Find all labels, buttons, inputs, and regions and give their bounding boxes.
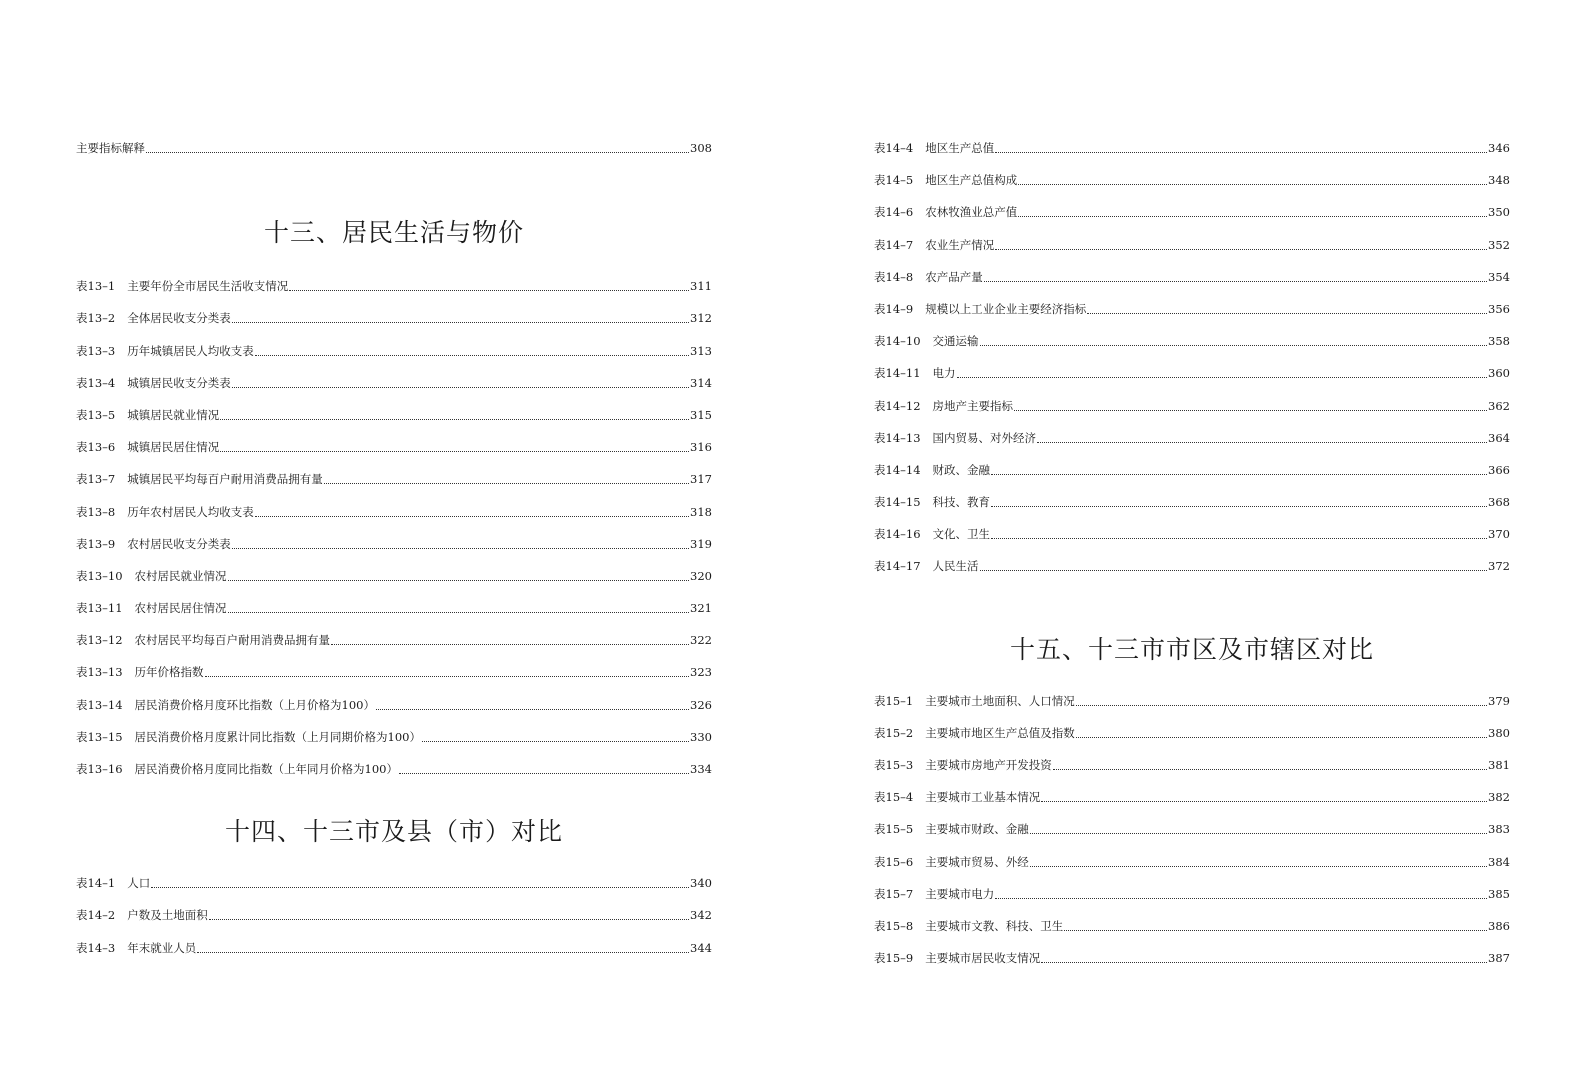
entry-title: 文化、卫生 [932, 527, 991, 542]
entry-code: 表14–10 [874, 334, 921, 349]
entry-page: 386 [1488, 918, 1510, 933]
leader-dots [232, 310, 689, 323]
toc-entry[interactable] [76, 504, 712, 536]
leader-dots [1053, 757, 1487, 770]
entry-title: 户数及土地面积 [127, 908, 208, 923]
entry-page: 342 [690, 908, 712, 923]
left-page [76, 140, 712, 972]
entry-code: 表15–8 [874, 918, 914, 933]
entry-page: 379 [1488, 693, 1510, 708]
entry-page: 308 [690, 141, 712, 155]
section-heading-13: 十三、居民生活与物价 [263, 218, 524, 248]
leader-dots [957, 365, 1488, 378]
section-13-list [76, 278, 712, 793]
entry-code: 表14–7 [874, 237, 914, 252]
entry-code: 表15–5 [874, 822, 914, 837]
entry-page: 366 [1488, 462, 1510, 477]
leader-dots [1041, 789, 1487, 802]
entry-page: 380 [1488, 725, 1510, 740]
entry-code: 表13–3 [76, 343, 116, 358]
entry-page: 312 [690, 311, 712, 326]
entry-code: 表15–4 [874, 790, 914, 805]
leader-dots [289, 278, 689, 291]
toc-entry[interactable] [874, 757, 1510, 789]
leader-dots [1030, 821, 1487, 834]
entry-page: 323 [690, 665, 712, 680]
leader-dots [1041, 950, 1487, 963]
leader-dots [324, 471, 689, 484]
entry-page: 352 [1488, 237, 1510, 252]
entry-title: 农林牧渔业总产值 [925, 205, 1018, 220]
entry-code: 表14–15 [874, 495, 921, 510]
entry-page: 360 [1488, 366, 1510, 381]
toc-entry[interactable] [874, 204, 1510, 236]
leader-dots [205, 664, 690, 677]
toc-entry[interactable] [76, 664, 712, 696]
entry-code: 表13–7 [76, 472, 116, 487]
leader-dots [255, 504, 689, 517]
section-14-list [76, 875, 712, 972]
spacer [874, 665, 1510, 693]
entry-title: 主要城市电力 [925, 886, 995, 901]
spacer [76, 248, 712, 278]
leader-dots [1037, 430, 1487, 443]
entry-page: 350 [1488, 205, 1510, 220]
entry-code: 表14–14 [874, 462, 921, 477]
entry-page: 348 [1488, 173, 1510, 188]
entry-title: 交通运输 [932, 334, 979, 349]
entry-page: 354 [1488, 269, 1510, 284]
section-heading-14: 十四、十三市及县（市）对比 [224, 817, 563, 847]
entry-title: 财政、金融 [932, 462, 991, 477]
entry-title: 农产品产量 [925, 269, 983, 284]
spacer [76, 847, 712, 875]
entry-title: 历年农村居民人均收支表 [127, 504, 254, 519]
toc-entry[interactable] [76, 375, 712, 407]
entry-page: 326 [690, 697, 712, 712]
entry-title: 人口 [127, 876, 151, 891]
leader-dots [1018, 172, 1487, 185]
leader-dots [399, 761, 689, 774]
toc-entry[interactable] [874, 140, 1510, 172]
leader-dots [232, 375, 689, 388]
spacer [76, 172, 712, 218]
toc-entry[interactable] [76, 907, 712, 939]
toc-entry[interactable] [76, 875, 712, 907]
entry-page: 322 [690, 633, 712, 648]
entry-title: 主要城市地区生产总值及指数 [925, 725, 1075, 740]
entry-code: 表13–16 [76, 762, 123, 776]
leader-dots [146, 140, 689, 153]
section-15-list [874, 693, 1510, 983]
spacer [874, 591, 1510, 635]
entry-title: 年末就业人员 [127, 940, 197, 955]
entry-page: 358 [1488, 334, 1510, 349]
entry-code: 表13–13 [76, 665, 123, 680]
entry-title: 城镇居民平均每百户耐用消费品拥有量 [127, 472, 323, 487]
entry-title: 全体居民收支分类表 [127, 311, 231, 326]
leader-dots [1064, 918, 1487, 931]
entry-title: 主要城市工业基本情况 [925, 790, 1041, 805]
leader-dots [980, 333, 1488, 346]
entry-code: 表13–15 [76, 729, 123, 744]
entry-page: 381 [1488, 758, 1510, 772]
entry-page: 330 [690, 729, 712, 744]
entry-page: 385 [1488, 886, 1510, 901]
entry-title: 居民消费价格月度累计同比指数（上月同期价格为100） [134, 729, 421, 744]
leader-dots [255, 343, 689, 356]
entry-code: 表15–3 [874, 758, 914, 772]
toc-entry[interactable] [76, 600, 712, 632]
leader-dots [1018, 204, 1487, 217]
leader-dots [376, 697, 689, 710]
toc-entry[interactable] [76, 343, 712, 375]
leader-dots [984, 269, 1487, 282]
entry-page: 370 [1488, 527, 1510, 542]
entry-code: 表13–9 [76, 536, 116, 551]
entry-code: 表13–4 [76, 375, 116, 390]
entry-title: 城镇居民居住情况 [127, 440, 220, 455]
leader-dots [995, 140, 1487, 153]
entry-code: 表15–6 [874, 854, 914, 869]
entry-title: 农业生产情况 [925, 237, 995, 252]
entry-code: 表13–11 [76, 601, 123, 616]
entry-title: 主要城市土地面积、人口情况 [925, 693, 1075, 708]
toc-entry[interactable] [76, 761, 712, 793]
leader-dots [422, 729, 689, 742]
toc-entry[interactable] [76, 568, 712, 600]
entry-code: 表13–5 [76, 407, 116, 422]
entry-page: 383 [1488, 822, 1510, 837]
toc-entry[interactable] [874, 950, 1510, 982]
toc-entry[interactable] [874, 821, 1510, 853]
entry-title: 城镇居民就业情况 [127, 407, 220, 422]
leader-dots [991, 494, 1487, 507]
entry-title: 居民消费价格月度环比指数（上月价格为100） [134, 697, 375, 712]
entry-title: 农村居民居住情况 [134, 601, 227, 616]
entry-code: 表14–3 [76, 940, 116, 955]
entry-title: 科技、教育 [932, 495, 991, 510]
leader-dots [228, 600, 690, 613]
toc-entry[interactable] [874, 301, 1510, 333]
entry-page: 313 [690, 343, 712, 358]
entry-title: 主要城市文教、科技、卫生 [925, 918, 1064, 933]
leader-dots [151, 875, 689, 888]
entry-code: 表14–16 [874, 527, 921, 542]
toc-entry[interactable] [874, 269, 1510, 301]
toc-entry[interactable] [874, 918, 1510, 950]
toc-entry[interactable] [76, 310, 712, 342]
leader-dots [228, 568, 690, 581]
section-14-continued-list [874, 140, 1510, 591]
entry-page: 362 [1488, 398, 1510, 413]
entry-title: 规模以上工业企业主要经济指标 [925, 301, 1087, 316]
toc-entry[interactable] [874, 398, 1510, 430]
entry-page: 340 [690, 876, 712, 891]
entry-page: 319 [690, 536, 712, 551]
entry-code: 表14–2 [76, 908, 116, 923]
entry-code: 表14–12 [874, 398, 921, 413]
entry-page: 384 [1488, 854, 1510, 869]
leader-dots [980, 558, 1488, 571]
entry-page: 315 [690, 407, 712, 422]
entry-title: 农村居民就业情况 [134, 568, 227, 583]
entry-code: 表13–12 [76, 633, 123, 648]
toc-entry[interactable] [76, 407, 712, 439]
entry-title: 历年价格指数 [134, 665, 204, 680]
leader-dots [1076, 725, 1487, 738]
section-heading-15: 十五、十三市市区及市辖区对比 [1009, 634, 1374, 664]
toc-entry[interactable] [76, 536, 712, 568]
toc-entry[interactable] [874, 693, 1510, 725]
toc-entry[interactable] [76, 471, 712, 503]
entry-code: 表13–14 [76, 697, 123, 712]
entry-title: 主要城市房地产开发投资 [925, 758, 1052, 772]
leader-dots [331, 632, 689, 645]
entry-code: 表13–2 [76, 311, 116, 326]
spacer [76, 793, 712, 817]
entry-code: 表14–6 [874, 205, 914, 220]
entry-page: 372 [1488, 559, 1510, 574]
entry-code: 表15–2 [874, 725, 914, 740]
entry-title: 地区生产总值 [925, 141, 995, 155]
toc-entry[interactable] [76, 729, 712, 761]
toc-entry[interactable] [874, 172, 1510, 204]
entry-title: 农村居民收支分类表 [127, 536, 231, 551]
entry-title: 主要城市贸易、外经 [925, 854, 1029, 869]
entry-code: 表14–11 [874, 366, 921, 381]
toc-entry[interactable] [874, 462, 1510, 494]
entry-code: 表14–1 [76, 876, 116, 891]
toc-entry[interactable] [76, 439, 712, 471]
leader-dots [209, 907, 689, 920]
leader-dots [991, 526, 1487, 539]
toc-entry-indicator-explanation[interactable] [76, 140, 712, 172]
entry-code: 表13–8 [76, 504, 116, 519]
toc-entry[interactable] [76, 632, 712, 664]
entry-page: 317 [690, 472, 712, 487]
entry-page: 318 [690, 504, 712, 519]
right-page [874, 140, 1510, 982]
entry-title: 居民消费价格月度同比指数（上年同月价格为100） [134, 762, 398, 776]
entry-title: 地区生产总值构成 [925, 173, 1018, 188]
toc-entry[interactable] [874, 854, 1510, 886]
leader-dots [220, 407, 689, 420]
toc-entry[interactable] [874, 430, 1510, 462]
entry-code: 表14–17 [874, 559, 921, 574]
entry-title: 房地产主要指标 [932, 398, 1014, 413]
entry-code: 表13–1 [76, 279, 116, 294]
leader-dots [1014, 398, 1487, 411]
entry-code: 表14–8 [874, 269, 914, 284]
entry-title: 国内贸易、对外经济 [932, 430, 1037, 445]
leader-dots [197, 940, 689, 953]
entry-code: 表15–1 [874, 693, 914, 708]
leader-dots [991, 462, 1487, 475]
entry-code: 表14–4 [874, 141, 914, 155]
entry-page: 387 [1488, 951, 1510, 966]
leader-dots [1087, 301, 1487, 314]
toc-entry[interactable] [874, 494, 1510, 526]
entry-code: 表13–10 [76, 568, 123, 583]
leader-dots [995, 237, 1487, 250]
toc-entry[interactable] [76, 278, 712, 310]
entry-title: 主要城市财政、金融 [925, 822, 1029, 837]
toc-entry[interactable] [874, 333, 1510, 365]
entry-title: 农村居民平均每百户耐用消费品拥有量 [134, 633, 331, 648]
toc-entry[interactable] [874, 886, 1510, 918]
toc-entry[interactable] [76, 940, 712, 972]
toc-entry[interactable] [874, 725, 1510, 757]
toc-entry[interactable] [76, 697, 712, 729]
entry-title: 城镇居民收支分类表 [127, 375, 231, 390]
entry-title: 主要年份全市居民生活收支情况 [127, 279, 289, 294]
entry-page: 364 [1488, 430, 1510, 445]
entry-page: 382 [1488, 790, 1510, 805]
entry-page: 321 [690, 601, 712, 616]
entry-code: 表14–13 [874, 430, 921, 445]
entry-code: 表15–7 [874, 886, 914, 901]
entry-page: 334 [690, 762, 712, 776]
entry-page: 356 [1488, 301, 1510, 316]
entry-page: 368 [1488, 495, 1510, 510]
leader-dots [1076, 693, 1487, 706]
toc-entry[interactable] [874, 526, 1510, 558]
entry-page: 346 [1488, 141, 1510, 155]
entry-title: 主要城市居民收支情况 [925, 951, 1041, 966]
toc-entry[interactable] [874, 558, 1510, 590]
leader-dots [232, 536, 689, 549]
toc-entry[interactable] [874, 789, 1510, 821]
entry-title: 人民生活 [932, 559, 979, 574]
leader-dots [995, 886, 1487, 899]
entry-code: 表15–9 [874, 951, 914, 966]
toc-entry[interactable] [874, 365, 1510, 397]
entry-code: 表14–9 [874, 301, 914, 316]
entry-title: 主要指标解释 [76, 141, 145, 155]
leader-dots [220, 439, 689, 452]
entry-title: 电力 [932, 366, 956, 381]
entry-code: 表13–6 [76, 440, 116, 455]
entry-code: 表14–5 [874, 173, 914, 188]
entry-page: 311 [690, 279, 712, 294]
toc-entry[interactable] [874, 237, 1510, 269]
entry-title: 历年城镇居民人均收支表 [127, 343, 254, 358]
entry-page: 320 [690, 568, 712, 583]
entry-page: 314 [690, 375, 712, 390]
leader-dots [1030, 854, 1487, 867]
entry-page: 316 [690, 440, 712, 455]
entry-page: 344 [690, 940, 712, 955]
